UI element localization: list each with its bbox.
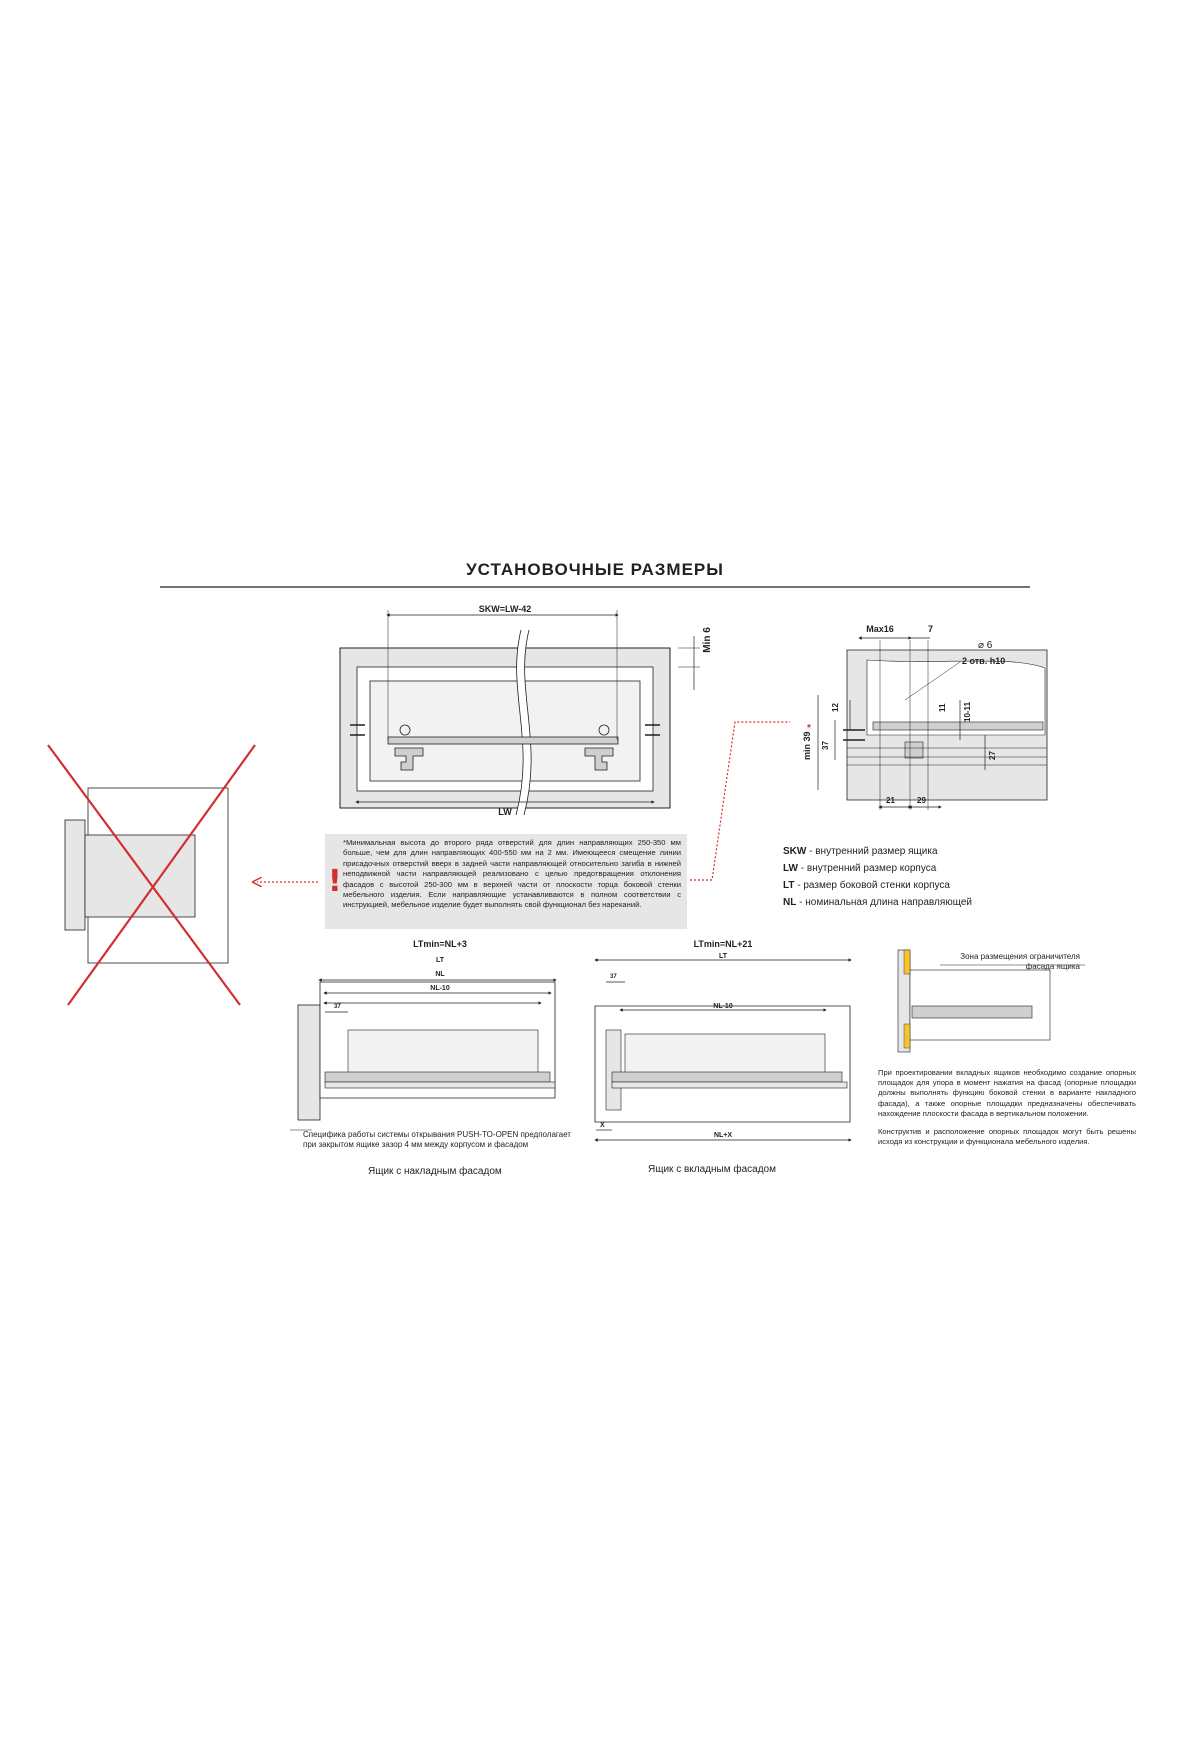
overlay-front — [298, 1005, 320, 1120]
legend — [783, 843, 972, 911]
overlay-rail — [325, 1072, 550, 1082]
skw-label: SKW=LW-42 — [478, 604, 532, 614]
note-leader — [690, 722, 790, 880]
note-text: *Минимальная высота до второго ряда отверстий для длин направляющих 250-350 мм больше, чем для длин направляющих 400-550 мм на 2 мм. Имеющееся смещение линии присадочных отверстий вверх в задней части направляющей относительно загиба в нижней неподвижной части направляющей реализовано с целью предотвращения отклонения фасадов с высотой 250-300 мм в верхней части от плоскости торца боковой стенки мебельного изделия. Если направляющие устанавливаются в полном соответствии с инструкцией, мебельное изделие будет выполнять свой функционал без нареканий. — [343, 838, 681, 910]
overlay-nl-label: NL — [435, 971, 445, 978]
overlay-drawer-view — [290, 980, 555, 1130]
stop-zone-marker-bottom — [904, 1024, 910, 1048]
diameter-label: ⌀ 6 — [978, 640, 993, 651]
inset-x-label: X — [600, 1122, 605, 1129]
overlay-37-label: 37 — [334, 1004, 341, 1010]
min6-label: Min 6 — [702, 627, 713, 653]
stop-zone-rail — [912, 1006, 1032, 1018]
legend-item-skw: SKW - внутренний размер ящика — [783, 846, 938, 857]
stop-zone-label: Зона размещения ограничителя фасада ящика — [960, 952, 1080, 971]
lw-label: LW — [498, 807, 512, 817]
front-view — [340, 610, 700, 815]
overlay-caption: Ящик с накладным фасадом — [368, 1166, 502, 1177]
inset-37-label: 37 — [610, 974, 617, 980]
overlay-formula: LTmin=NL+3 — [413, 939, 467, 949]
stop-zone-marker-top — [904, 950, 910, 974]
inset-design-note-1: При проектировании вкладных ящиков необходимо создание опорных площадок для упора в момент нажатия на фасад (опорные площадки должны выполнять функцию боковой стенки в варианте накладного фасада), а также опорные площадки предназначены обеспечивать нахождение плоскости фасада в вертикальном положении. — [878, 1068, 1136, 1118]
rail-bar — [388, 737, 618, 744]
d27-label: 27 — [988, 751, 997, 760]
inset-caption: Ящик с вкладным фасадом — [648, 1164, 776, 1175]
overlay-lt-label: LT — [435, 957, 445, 964]
overlay-nl10-label: NL-10 — [430, 985, 450, 992]
rail-side — [873, 722, 1043, 730]
inset-nlx-label: NL+X — [713, 1132, 733, 1139]
d10-11-label: 10-11 — [963, 701, 972, 722]
min39-asterisk: * — [807, 723, 811, 734]
max16-label: Max16 — [866, 624, 894, 634]
d21-label: 21 — [886, 796, 895, 805]
seven-label: 7 — [928, 624, 934, 634]
inset-front — [606, 1030, 621, 1110]
inset-design-note-2: Конструктив и расположение опорных площадок могут быть решены исходя из конструкции и функционала мебельного изделия. — [878, 1127, 1136, 1147]
inset-design-notes — [878, 1068, 1136, 1155]
inset-drawer-view — [595, 960, 850, 1140]
legend-item-lt: LT - размер боковой стенки корпуса — [783, 880, 950, 891]
d12-label: 12 — [831, 703, 840, 712]
d11-label: 11 — [938, 703, 947, 712]
inset-rail — [612, 1072, 842, 1082]
rail-hook — [905, 742, 923, 758]
legend-item-nl: NL - номинальная длина направляющей — [783, 897, 973, 908]
warning-note — [325, 834, 687, 929]
inset-nl10-label: NL-10 — [713, 1003, 733, 1010]
push-to-open-note: Специфика работы системы открывания PUSH-TO-OPEN предполагает при закрытом ящике зазор 4 мм между корпусом и фасадом — [303, 1130, 571, 1149]
holes-label: 2 отв. h10 — [962, 656, 1006, 666]
page-title: УСТАНОВОЧНЫЕ РАЗМЕРЫ — [466, 560, 724, 579]
inset-formula: LTmin=NL+21 — [693, 939, 753, 949]
wrong-example — [48, 745, 318, 1005]
d37-label: 37 — [821, 741, 830, 750]
min39-label: min 39 — [802, 731, 812, 760]
exclamation-icon: ! — [328, 864, 342, 899]
legend-item-lw: LW - внутренний размер корпуса — [783, 863, 937, 874]
d29-label: 29 — [917, 796, 926, 805]
inset-lt-label: LT — [718, 953, 728, 960]
detail-view — [818, 638, 1047, 810]
